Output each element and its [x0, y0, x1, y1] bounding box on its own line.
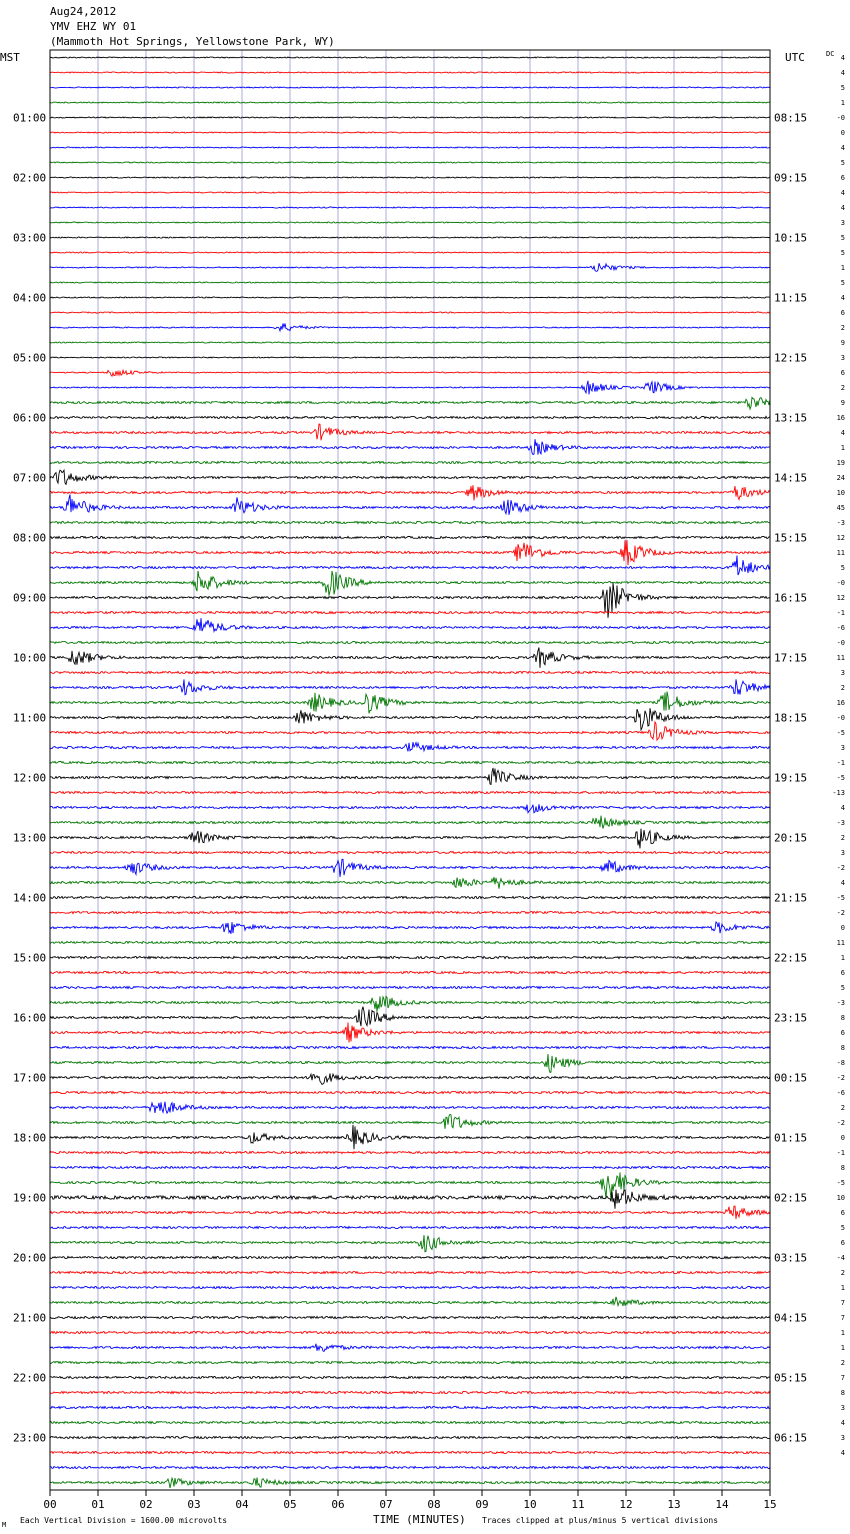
dc-offset-label: -4: [836, 1254, 845, 1262]
dc-offset-label: 0: [840, 1134, 845, 1142]
trace-row: [50, 1172, 770, 1199]
dc-offset-label: 8: [840, 1389, 845, 1397]
dc-offset-label: 12: [836, 594, 845, 602]
mst-hour-label: 01:00: [13, 111, 47, 125]
dc-offset-label: -5: [836, 894, 845, 902]
dc-offset-label: -2: [836, 1074, 845, 1082]
utc-hour-label: 03:15: [774, 1251, 808, 1265]
trace-row: [50, 237, 770, 238]
trace-row: [50, 692, 770, 714]
utc-hour-label: 06:15: [774, 1431, 808, 1445]
utc-hour-label: 19:15: [774, 771, 808, 785]
mst-hour-label: 03:00: [13, 231, 47, 245]
mst-hour-label: 12:00: [13, 771, 47, 785]
dc-offset-label: -1: [836, 759, 845, 767]
dc-offset-label: -0: [836, 579, 845, 587]
trace-row: [50, 1451, 770, 1453]
trace-row: [50, 611, 770, 613]
trace-row: [50, 1151, 770, 1153]
dc-offset-label: 1: [840, 99, 845, 107]
trace-row: [50, 1091, 770, 1093]
dc-offset-label: 6: [840, 369, 845, 377]
trace-row: [50, 57, 770, 58]
trace-row: [50, 1271, 770, 1273]
trace-row: [50, 1102, 770, 1113]
dc-offset-label: 12: [836, 534, 845, 542]
footer-mark: M: [2, 1521, 7, 1529]
dc-title: DC: [826, 50, 835, 58]
trace-row: [50, 1190, 770, 1209]
utc-hour-label: 14:15: [774, 471, 808, 485]
trace-row: [50, 671, 770, 673]
mst-hour-label: 23:00: [13, 1431, 47, 1445]
utc-hour-label: 21:15: [774, 891, 808, 905]
mst-hour-label: 22:00: [13, 1371, 47, 1385]
dc-offset-label: 4: [840, 804, 845, 812]
trace-row: [50, 282, 770, 283]
footer-scale-note: Each Vertical Division = 1600.00 microvolts: [20, 1516, 228, 1525]
trace-row: [50, 1023, 770, 1043]
trace-row: [50, 791, 770, 793]
dc-offset-label: 8: [840, 1014, 845, 1022]
dc-offset-label: 11: [836, 654, 845, 662]
mst-hour-label: 15:00: [13, 951, 47, 965]
trace-row: [50, 708, 770, 730]
mst-hour-label: 13:00: [13, 831, 47, 845]
trace-row: [50, 941, 770, 943]
dc-offset-label: 1: [840, 954, 845, 962]
dc-offset-label: 2: [840, 384, 845, 392]
dc-offset-label: 11: [836, 549, 845, 557]
dc-offset-label: 6: [840, 1209, 845, 1217]
trace-row: [50, 357, 770, 358]
x-tick-label: 07: [379, 1498, 393, 1511]
mst-hour-label: 17:00: [13, 1071, 47, 1085]
x-tick-label: 13: [667, 1498, 681, 1511]
trace-row: [50, 618, 770, 631]
trace-row: [50, 768, 770, 784]
x-axis-ticks: [43, 1490, 776, 1511]
trace-row: [50, 1436, 770, 1438]
dc-offset-label: -0: [836, 714, 845, 722]
utc-hour-label: 18:15: [774, 711, 808, 725]
dc-offset-label: 7: [840, 1374, 845, 1382]
dc-offset-label: 0: [840, 129, 845, 137]
dc-offset-label: 45: [836, 504, 845, 512]
utc-hour-label: 05:15: [774, 1371, 808, 1385]
trace-row: [50, 1256, 770, 1258]
trace-row: [50, 1054, 770, 1072]
dc-offset-label: -3: [836, 999, 845, 1007]
dc-offset-label: 6: [840, 1029, 845, 1037]
mst-hour-label: 04:00: [13, 291, 47, 305]
trace-row: [50, 424, 770, 440]
trace-row: [50, 1391, 770, 1393]
trace-row: [50, 297, 770, 298]
trace-row: [50, 117, 770, 118]
utc-hour-label: 09:15: [774, 171, 808, 185]
trace-row: [50, 470, 770, 484]
trace-row: [50, 439, 770, 454]
utc-hour-label: 13:15: [774, 411, 808, 425]
trace-row: [50, 1361, 770, 1363]
mst-hour-label: 11:00: [13, 711, 47, 725]
trace-row: [50, 1286, 770, 1288]
dc-offset-label: -6: [836, 1089, 845, 1097]
trace-row: [50, 1406, 770, 1408]
dc-offset-label: 5: [840, 279, 845, 287]
utc-hour-label: 10:15: [774, 231, 808, 245]
trace-row: [50, 312, 770, 313]
dc-offset-label: -0: [836, 114, 845, 122]
trace-row: [50, 571, 770, 596]
trace-row: [50, 1226, 770, 1228]
dc-offset-label: -2: [836, 909, 845, 917]
dc-offset-label: -5: [836, 729, 845, 737]
dc-offset-label: 4: [840, 204, 845, 212]
dc-offset-label: 3: [840, 354, 845, 362]
dc-offset-label: 7: [840, 1299, 845, 1307]
trace-row: [50, 1235, 770, 1252]
right-axis-title: UTC: [785, 51, 805, 64]
dc-offset-label: 16: [836, 414, 845, 422]
trace-row: [50, 1421, 770, 1423]
trace-row: [50, 722, 770, 740]
dc-offset-label: 8: [840, 1164, 845, 1172]
mst-hour-label: 08:00: [13, 531, 47, 545]
dc-offset-label: 5: [840, 159, 845, 167]
trace-row: [50, 1344, 770, 1352]
dc-offset-label: 4: [840, 69, 845, 77]
trace-row: [50, 648, 770, 668]
trace-row: [50, 485, 770, 500]
x-tick-label: 15: [763, 1498, 777, 1511]
trace-row: [50, 922, 770, 934]
trace-row: [50, 495, 770, 515]
trace-row: [50, 381, 770, 395]
header-location: (Mammoth Hot Springs, Yellowstone Park, WY): [50, 35, 335, 48]
dc-offset-label: 1: [840, 444, 845, 452]
trace-row: [50, 679, 770, 694]
trace-row: [50, 1316, 770, 1318]
trace-row: [50, 1376, 770, 1378]
x-tick-label: 08: [427, 1498, 441, 1511]
dc-offset-label: 2: [840, 834, 845, 842]
header-date: Aug24,2012: [50, 5, 117, 18]
trace-row: [50, 877, 770, 889]
x-tick-label: 06: [331, 1498, 345, 1511]
dc-offset-label: 3: [840, 849, 845, 857]
trace-row: [50, 1114, 770, 1129]
dc-offset-label: -5: [836, 1179, 845, 1187]
trace-row: [50, 87, 770, 88]
dc-offset-label: 5: [840, 984, 845, 992]
mst-hour-label: 09:00: [13, 591, 47, 605]
dc-offset-label: 1: [840, 1329, 845, 1337]
trace-row: [50, 177, 770, 178]
dc-offset-label: 19: [836, 459, 845, 467]
dc-offset-label: -5: [836, 774, 845, 782]
dc-offset-label: 4: [840, 1449, 845, 1457]
trace-row: [50, 252, 770, 253]
trace-row: [50, 342, 770, 343]
dc-offset-label: -2: [836, 1119, 845, 1127]
trace-row: [50, 416, 770, 418]
dc-offset-label: 4: [840, 879, 845, 887]
dc-offset-label: 4: [840, 1419, 845, 1427]
dc-offset-label: 1: [840, 264, 845, 272]
trace-row: [50, 263, 770, 271]
utc-hour-label: 11:15: [774, 291, 808, 305]
mst-hour-label: 02:00: [13, 171, 47, 185]
trace-row: [50, 859, 770, 877]
dc-offset-label: 3: [840, 669, 845, 677]
mst-hour-label: 16:00: [13, 1011, 47, 1025]
trace-row: [50, 207, 770, 208]
dc-offset-label: 6: [840, 309, 845, 317]
trace-row: [50, 1478, 770, 1488]
dc-offset-label: 10: [836, 489, 845, 497]
trace-row: [50, 540, 770, 565]
dc-offset-label: 4: [840, 144, 845, 152]
mst-hour-label: 14:00: [13, 891, 47, 905]
dc-offset-label: -3: [836, 819, 845, 827]
trace-row: [50, 1125, 770, 1149]
trace-row: [50, 72, 770, 73]
dc-offset-label: 16: [836, 699, 845, 707]
plot-frame: [50, 50, 770, 1490]
trace-row: [50, 816, 770, 829]
dc-offset-label: 24: [836, 474, 845, 482]
dc-offset-label: -1: [836, 609, 845, 617]
dc-offset-label: 4: [840, 429, 845, 437]
trace-row: [50, 1046, 770, 1048]
trace-row: [50, 536, 770, 538]
trace-row: [50, 761, 770, 763]
trace-row: [50, 829, 770, 849]
dc-offset-label: 6: [840, 174, 845, 182]
utc-hour-label: 16:15: [774, 591, 808, 605]
left-axis-title: MST: [0, 51, 20, 64]
x-tick-label: 11: [571, 1498, 585, 1511]
trace-row: [50, 1466, 770, 1468]
dc-offset-label: -3: [836, 519, 845, 527]
dc-offset-label: -13: [832, 789, 845, 797]
dc-offset-label: 3: [840, 744, 845, 752]
trace-row: [50, 986, 770, 988]
x-tick-label: 03: [187, 1498, 201, 1511]
dc-offset-label: 2: [840, 324, 845, 332]
utc-hour-label: 00:15: [774, 1071, 808, 1085]
mst-hour-labels: [13, 112, 46, 1445]
seismic-traces: [50, 57, 770, 1488]
dc-offset-label: 3: [840, 219, 845, 227]
dc-offset-label: 1: [840, 1284, 845, 1292]
dc-offset-label: 0: [840, 924, 845, 932]
trace-row: [50, 742, 770, 751]
trace-row: [50, 521, 770, 523]
utc-hour-label: 23:15: [774, 1011, 808, 1025]
header-station: YMV EHZ WY 01: [50, 20, 137, 33]
trace-row: [50, 971, 770, 973]
mst-hour-label: 07:00: [13, 471, 47, 485]
mst-hour-label: 20:00: [13, 1251, 47, 1265]
trace-row: [50, 1331, 770, 1333]
dc-offset-label: 5: [840, 84, 845, 92]
trace-row: [50, 1073, 770, 1084]
trace-row: [50, 397, 770, 409]
x-tick-label: 05: [283, 1498, 297, 1511]
trace-row: [50, 1297, 770, 1306]
dc-offset-labels: [832, 54, 845, 1457]
dc-offset-label: -8: [836, 1059, 845, 1067]
utc-hour-label: 15:15: [774, 531, 808, 545]
trace-row: [50, 323, 770, 330]
mst-hour-label: 05:00: [13, 351, 47, 365]
dc-offset-label: -0: [836, 639, 845, 647]
dc-offset-label: 3: [840, 1434, 845, 1442]
trace-row: [50, 804, 770, 812]
dc-offset-label: 9: [840, 399, 845, 407]
dc-offset-label: 5: [840, 1224, 845, 1232]
x-axis-label: TIME (MINUTES): [373, 1513, 466, 1526]
dc-offset-label: 4: [840, 294, 845, 302]
trace-row: [50, 911, 770, 913]
x-tick-label: 00: [43, 1498, 57, 1511]
trace-row: [50, 1007, 770, 1026]
dc-offset-label: 5: [840, 564, 845, 572]
mst-hour-label: 06:00: [13, 411, 47, 425]
trace-row: [50, 461, 770, 463]
mst-hour-label: 21:00: [13, 1311, 47, 1325]
trace-row: [50, 1206, 770, 1219]
utc-hour-label: 22:15: [774, 951, 808, 965]
x-tick-label: 02: [139, 1498, 153, 1511]
mst-hour-label: 19:00: [13, 1191, 47, 1205]
mst-hour-label: 18:00: [13, 1131, 47, 1145]
dc-offset-label: 2: [840, 684, 845, 692]
trace-row: [50, 1166, 770, 1168]
utc-hour-label: 17:15: [774, 651, 808, 665]
grid-lines: [98, 50, 722, 1490]
dc-offset-label: 2: [840, 1269, 845, 1277]
dc-offset-label: 4: [840, 54, 845, 62]
dc-offset-label: 4: [840, 189, 845, 197]
mst-hour-label: 10:00: [13, 651, 47, 665]
dc-offset-label: 6: [840, 969, 845, 977]
utc-hour-label: 04:15: [774, 1311, 808, 1325]
x-tick-label: 04: [235, 1498, 249, 1511]
dc-offset-label: 5: [840, 249, 845, 257]
trace-row: [50, 641, 770, 643]
utc-hour-label: 01:15: [774, 1131, 808, 1145]
dc-offset-label: 2: [840, 1359, 845, 1367]
trace-row: [50, 147, 770, 148]
footer-clip-note: Traces clipped at plus/minus 5 vertical divisions: [482, 1516, 719, 1525]
dc-offset-label: 2: [840, 1104, 845, 1112]
utc-hour-label: 20:15: [774, 831, 808, 845]
x-tick-label: 10: [523, 1498, 537, 1511]
dc-offset-label: -6: [836, 624, 845, 632]
dc-offset-label: -2: [836, 864, 845, 872]
utc-hour-labels: [774, 112, 807, 1445]
dc-offset-label: 8: [840, 1044, 845, 1052]
utc-hour-label: 02:15: [774, 1191, 808, 1205]
trace-row: [50, 851, 770, 853]
trace-row: [50, 956, 770, 958]
trace-row: [50, 222, 770, 223]
utc-hour-label: 12:15: [774, 351, 808, 365]
trace-row: [50, 192, 770, 193]
trace-row: [50, 556, 770, 575]
x-tick-label: 14: [715, 1498, 729, 1511]
trace-row: [50, 896, 770, 898]
dc-offset-label: 3: [840, 1404, 845, 1412]
trace-row: [50, 162, 770, 163]
dc-offset-label: 11: [836, 939, 845, 947]
trace-row: [50, 102, 770, 103]
dc-offset-label: 10: [836, 1194, 845, 1202]
trace-row: [50, 996, 770, 1011]
dc-offset-label: -1: [836, 1149, 845, 1157]
x-tick-label: 01: [91, 1498, 105, 1511]
dc-offset-label: 6: [840, 1239, 845, 1247]
dc-offset-label: 1: [840, 1344, 845, 1352]
dc-offset-label: 7: [840, 1314, 845, 1322]
trace-row: [50, 132, 770, 133]
dc-offset-label: 5: [840, 234, 845, 242]
dc-offset-label: 9: [840, 339, 845, 347]
x-tick-label: 12: [619, 1498, 633, 1511]
trace-row: [50, 370, 770, 376]
x-tick-label: 09: [475, 1498, 489, 1511]
utc-hour-label: 08:15: [774, 111, 808, 125]
